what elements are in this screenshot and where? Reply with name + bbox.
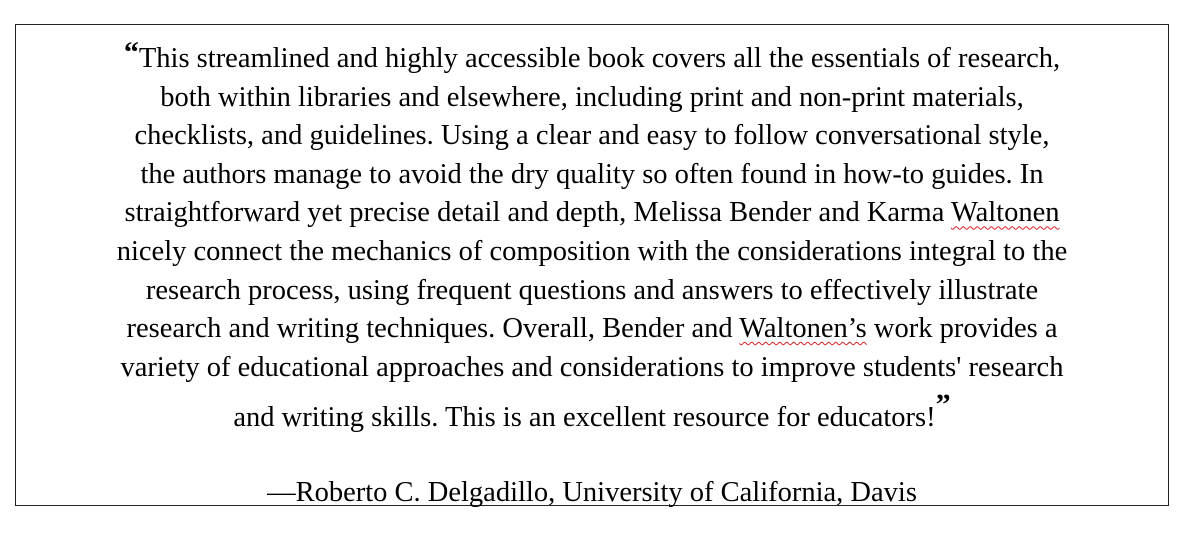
quote-line-2: both within libraries and elsewhere, including print and non-print materials, (160, 81, 1024, 113)
open-quote-mark: “ (123, 36, 139, 69)
quote-line-8: research and writing techniques. Overall, Bender and Waltonen’s work provides a (126, 313, 1058, 345)
close-quote-mark: ” (935, 388, 951, 422)
quote-line-6: nicely connect the mechanics of composition with the considerations integral to the (116, 235, 1068, 267)
quote-line-3: checklists, and guidelines. Using a clear and easy to follow conversational style, (134, 120, 1050, 152)
quote-line-9: variety of educational approaches and considerations to improve students' research (120, 351, 1064, 383)
spellcheck-flagged-word: Waltonen (950, 197, 1060, 229)
spellcheck-flagged-word: Waltonen’s (739, 313, 867, 345)
quote-line-7: research process, using frequent questions and answers to effectively illustrate (145, 274, 1039, 306)
quote-line-10: and writing skills. This is an excellent resource for educators!” (233, 388, 951, 434)
quote-line-1: “This streamlined and highly accessible book covers all the essentials of research, (123, 36, 1061, 74)
quote-attribution: —Roberto C. Delgadillo, University of California, Davis (267, 477, 917, 508)
quote-line-4: the authors manage to avoid the dry quality so often found in how-to guides. In (140, 158, 1044, 190)
testimonial-quote-box (15, 24, 1169, 506)
quote-line-5: straightforward yet precise detail and depth, Melissa Bender and Karma Waltonen (124, 197, 1060, 229)
